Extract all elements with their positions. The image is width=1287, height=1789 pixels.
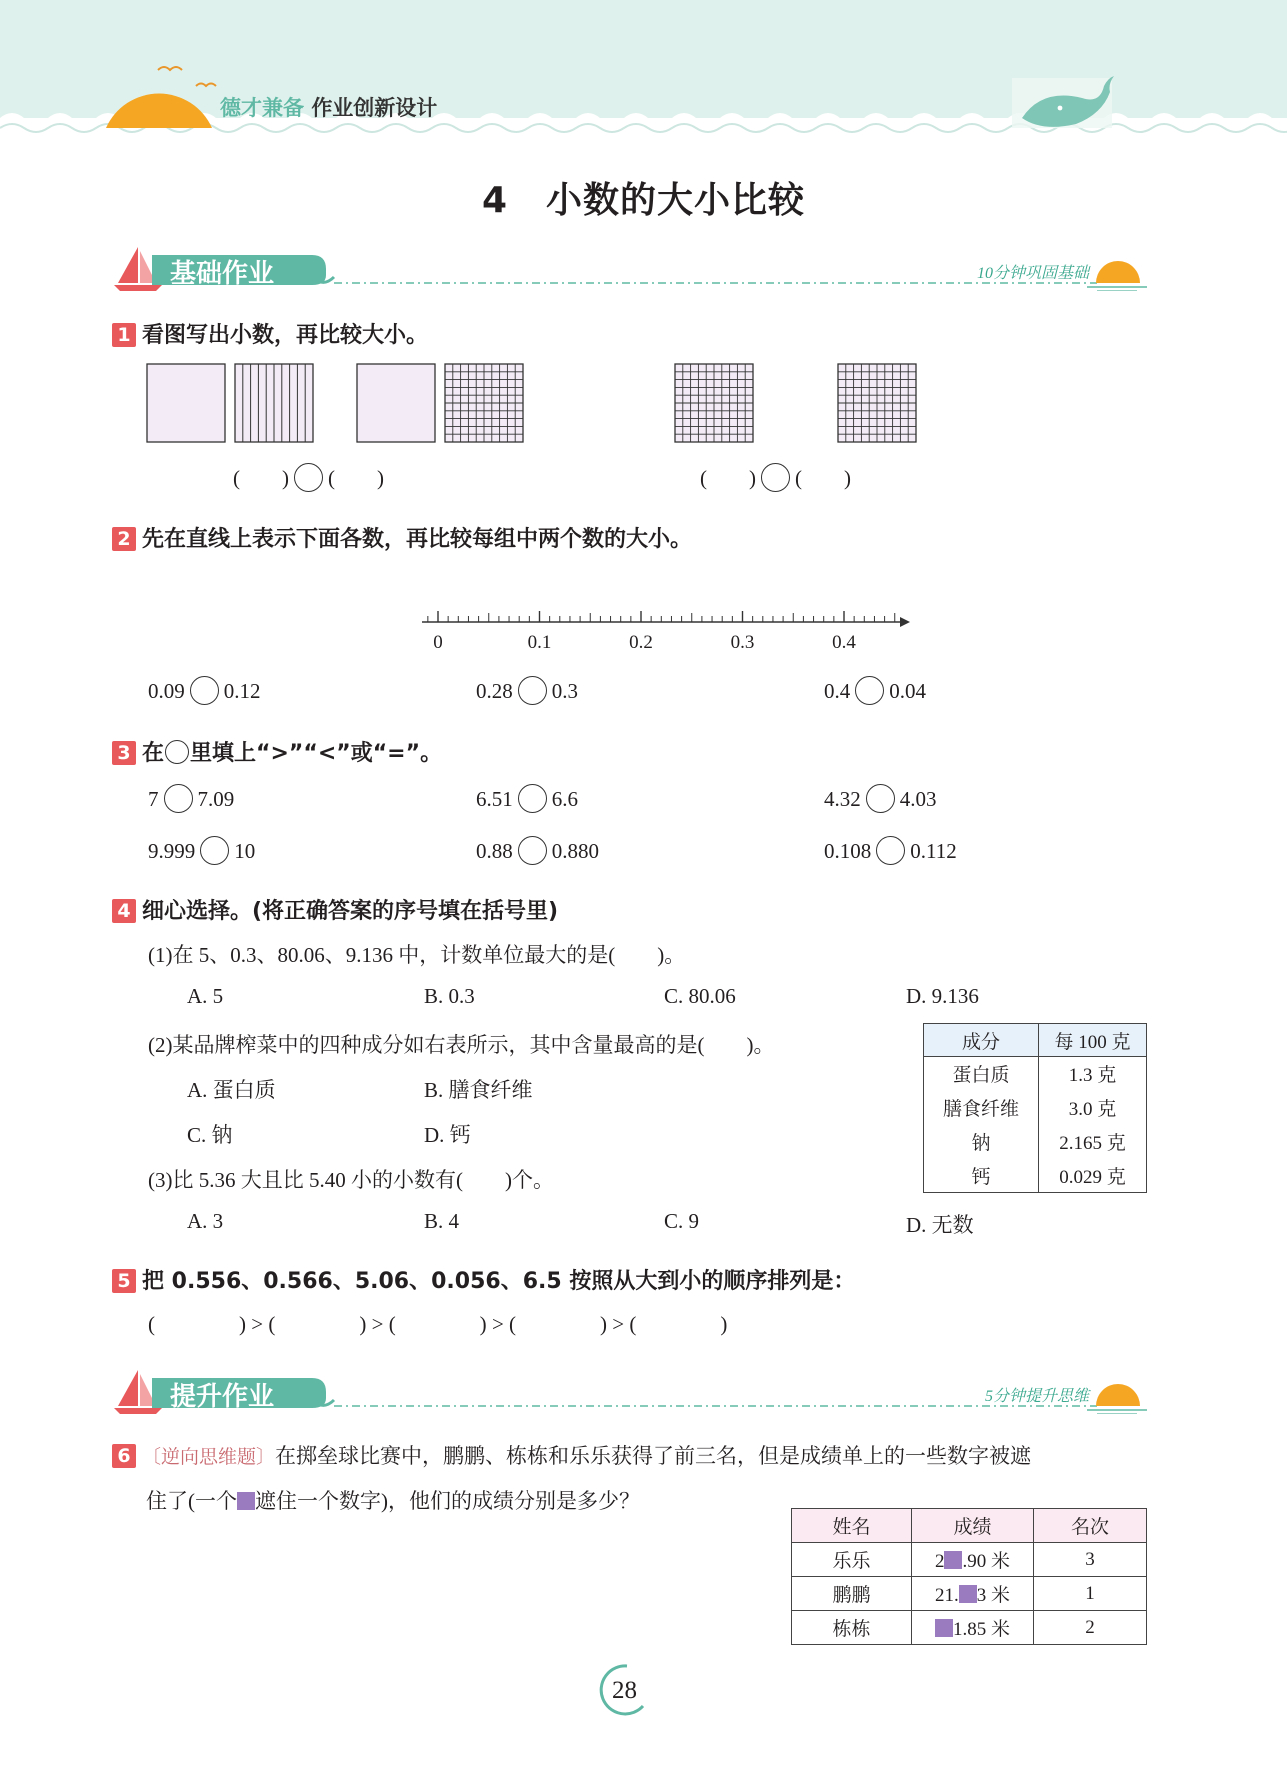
option-d[interactable]: D. 9.136 (906, 984, 979, 1008)
page-number: 28 (612, 1677, 637, 1704)
brand-green: 德才兼备 (220, 96, 304, 120)
compare-circle[interactable] (855, 676, 884, 705)
question-number: 4 (112, 899, 136, 923)
q4-sub1-stem: (1)在 5、0.3、80.06、9.136 中，计数单位最大的是( )。 (148, 943, 686, 967)
section-banner-basic (112, 245, 1147, 291)
table-header: 成绩 (912, 1509, 1034, 1543)
option-d[interactable]: D. 无数 (906, 1213, 974, 1237)
q1-figures (145, 362, 935, 444)
header-wave-bg (0, 0, 1287, 150)
compare-circle[interactable] (200, 836, 229, 865)
title-text: 小数的大小比较 (546, 180, 806, 221)
full-square (147, 364, 225, 442)
value-left: 0.28 (476, 679, 513, 703)
question-text: 把 0.556、0.566、5.06、0.056、6.5 按照从大到小的顺序排列是： (142, 1269, 856, 1294)
title-number: 4 (481, 180, 509, 221)
page-title (0, 172, 1287, 223)
option-d[interactable]: D. 钙 (424, 1123, 471, 1147)
option-b[interactable]: B. 4 (424, 1209, 460, 1233)
q2-pair-1 (148, 676, 261, 705)
q1-compare-right (700, 462, 851, 492)
hundredths-grid (675, 364, 753, 442)
brand-dark: 作业创新设计 (311, 96, 438, 120)
compare-circle[interactable] (518, 784, 547, 813)
sunset-icon (1087, 1384, 1147, 1414)
sunset-icon (1087, 261, 1147, 291)
answer-blank[interactable]: ( ) (629, 1312, 728, 1336)
nutrition-table (923, 1023, 1147, 1193)
q3-item: 9.999 10 (148, 836, 255, 865)
q1-compare-left (233, 462, 384, 492)
section-label: 基础作业 (170, 259, 275, 289)
question-text: 先在直线上表示下面各数，再比较每组中两个数的大小。 (142, 527, 693, 552)
value-left: 0.4 (824, 679, 851, 703)
section-banner-advanced (112, 1368, 1147, 1414)
option-c[interactable]: C. 钠 (187, 1123, 233, 1147)
q3-item: 7 7.09 (148, 784, 234, 813)
table-row: 膳食纤维 3.0 克 (924, 1091, 1147, 1125)
compare-circle[interactable] (190, 676, 219, 705)
answer-blank[interactable]: ( ) (233, 466, 289, 490)
compare-circle[interactable] (164, 784, 193, 813)
q4-sub3-stem: (3)比 5.36 大且比 5.40 小的小数有( )个。 (148, 1168, 554, 1192)
question-text: 看图写出小数，再比较大小。 (142, 323, 429, 348)
q3-item: 4.32 4.03 (824, 784, 937, 813)
question-number: 1 (112, 323, 136, 347)
mask-square-icon (935, 1619, 953, 1637)
answer-blank[interactable]: ( ) (509, 1312, 608, 1336)
results-table (791, 1508, 1147, 1645)
value-left: 0.09 (148, 679, 185, 703)
tenths-strips (235, 364, 313, 442)
question-number: 3 (112, 741, 136, 765)
axis-label: 0.1 (527, 632, 552, 653)
table-row: 乐乐 2 .90 米 3 (792, 1543, 1147, 1577)
compare-circle[interactable] (518, 836, 547, 865)
mask-square-icon (237, 1492, 255, 1510)
table-header: 名次 (1034, 1509, 1147, 1543)
section-tag: 5分钟提升思维 (984, 1388, 1089, 1405)
question-4-header (112, 894, 558, 925)
question-5-header (112, 1264, 855, 1295)
option-a[interactable]: A. 5 (187, 984, 224, 1008)
section-label: 提升作业 (170, 1382, 275, 1412)
answer-blank[interactable]: ( ) (795, 466, 851, 490)
question-1-header (112, 318, 428, 349)
value-right: 0.12 (223, 679, 261, 703)
compare-circle[interactable] (866, 784, 895, 813)
circle-icon (165, 740, 189, 764)
question-text: 里填上“>”“<”或“=”。 (190, 741, 443, 766)
mask-square-icon (959, 1585, 977, 1603)
table-row: 鹏鹏 21. 3 米 1 (792, 1577, 1147, 1611)
number-line[interactable] (420, 600, 920, 660)
compare-circle[interactable] (294, 463, 323, 492)
axis-label: 0 (433, 632, 443, 653)
option-c[interactable]: C. 9 (664, 1209, 700, 1233)
q3-item: 0.88 0.880 (476, 836, 599, 865)
full-square (357, 364, 435, 442)
option-a[interactable]: A. 蛋白质 (187, 1078, 276, 1102)
option-b[interactable]: B. 膳食纤维 (424, 1078, 533, 1102)
hundredths-grid (445, 364, 523, 442)
question-text: 细心选择。(将正确答案的序号填在括号里) (142, 899, 559, 924)
brand (220, 92, 437, 122)
compare-circle[interactable] (876, 836, 905, 865)
q2-pair-3 (824, 676, 926, 705)
section-tag: 10分钟巩固基础 (976, 265, 1089, 282)
answer-blank[interactable]: ( ) (268, 1312, 367, 1336)
q2-pair-2 (476, 676, 578, 705)
hundredths-grid (838, 364, 916, 442)
answer-blank[interactable]: ( ) (388, 1312, 487, 1336)
axis-label: 0.4 (832, 632, 856, 653)
compare-circle[interactable] (761, 463, 790, 492)
answer-blank[interactable]: ( ) (700, 466, 756, 490)
answer-blank[interactable]: ( ) (148, 1312, 246, 1336)
table-header: 每 100 克 (1039, 1024, 1147, 1057)
option-c[interactable]: C. 80.06 (664, 984, 736, 1008)
page-header (0, 0, 1287, 150)
q5-answer-sequence: ( ) > ( ) > ( ) > ( ) > ( ) (148, 1312, 728, 1336)
whale-icon (1012, 76, 1114, 128)
question-2-header (112, 522, 692, 553)
table-row: 钙 0.029 克 (924, 1159, 1147, 1193)
table-row: 蛋白质 1.3 克 (924, 1057, 1147, 1091)
arrow-head-icon (900, 617, 910, 627)
question-6-line2: 住了(一个 遮住一个数字)，他们的成绩分别是多少？ (146, 1489, 640, 1513)
table-row: 钠 2.165 克 (924, 1125, 1147, 1159)
question-text: 在掷垒球比赛中，鹏鹏、栋栋和乐乐获得了前三名，但是成绩单上的一些数字被遮 (275, 1444, 1032, 1468)
question-number: 6 (112, 1444, 136, 1468)
q3-item: 6.51 6.6 (476, 784, 578, 813)
answer-blank[interactable]: ( ) (328, 466, 384, 490)
mask-square-icon (944, 1551, 962, 1569)
option-b[interactable]: B. 0.3 (424, 984, 475, 1008)
table-row: 栋栋 1.85 米 2 (792, 1611, 1147, 1645)
question-text: 在 (142, 741, 165, 766)
q3-item: 0.108 0.112 (824, 836, 957, 865)
axis-label: 0.3 (730, 632, 755, 653)
q4-sub2-stem: (2)某品牌榨菜中的四种成分如右表所示，其中含量最高的是( )。 (148, 1033, 775, 1057)
table-header: 姓名 (792, 1509, 912, 1543)
question-number: 2 (112, 527, 136, 551)
value-right: 0.3 (551, 679, 578, 703)
question-3-header (112, 736, 442, 767)
question-6-line1 (112, 1440, 1031, 1470)
question-tag: 〔逆向思维题〕 (142, 1447, 276, 1468)
option-a[interactable]: A. 3 (187, 1209, 224, 1233)
axis-label: 0.2 (629, 632, 653, 653)
value-right: 0.04 (889, 679, 926, 703)
table-header: 成分 (924, 1024, 1039, 1057)
question-number: 5 (112, 1269, 136, 1293)
compare-circle[interactable] (518, 676, 547, 705)
